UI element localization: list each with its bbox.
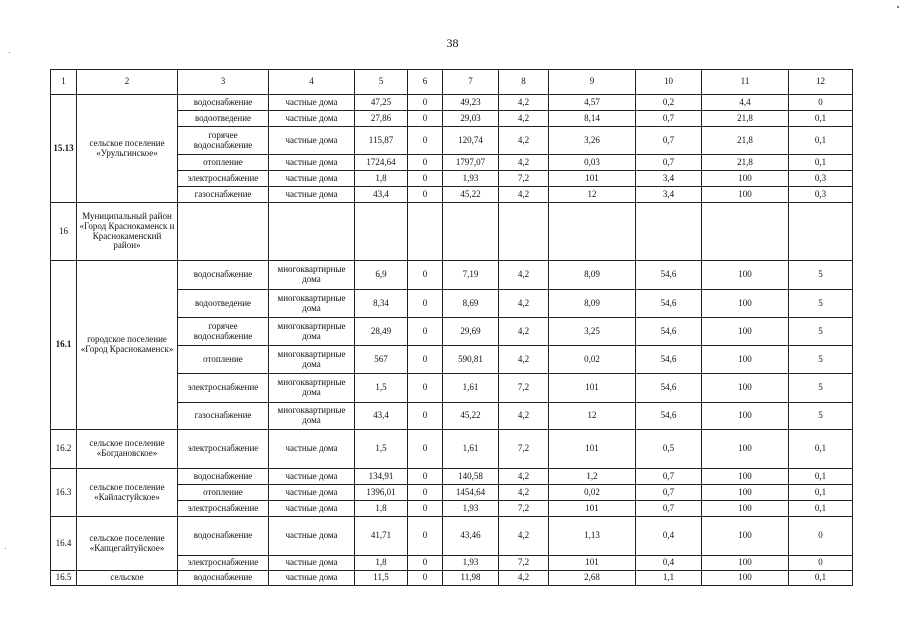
value-cell: 1,8 [355, 556, 408, 571]
value-cell: 28,49 [355, 318, 408, 346]
service-type-cell: водоснабжение [178, 517, 269, 556]
value-cell: 21,8 [702, 111, 789, 127]
value-cell: 100 [702, 571, 789, 586]
value-cell: 45,22 [443, 403, 499, 430]
settlement-name: сельское поселение «Капцегайтуйское» [77, 517, 178, 571]
housing-type-cell: частные дома [269, 485, 355, 501]
value-cell [355, 203, 408, 261]
row-number: 16.2 [51, 430, 77, 469]
value-cell: 0 [408, 556, 443, 571]
value-cell: 1396,01 [355, 485, 408, 501]
value-cell: 1,13 [549, 517, 636, 556]
settlement-name: сельское поселение «Богдановское» [77, 430, 178, 469]
table-row [51, 469, 853, 485]
value-cell: 101 [549, 171, 636, 187]
service-type-cell: газоснабжение [178, 187, 269, 203]
value-cell: 49,23 [443, 95, 499, 111]
value-cell: 0 [408, 430, 443, 469]
value-cell: 0,1 [789, 430, 853, 469]
value-cell: 43,4 [355, 403, 408, 430]
value-cell: 7,2 [499, 556, 549, 571]
value-cell: 7,2 [499, 501, 549, 517]
value-cell [789, 203, 853, 261]
service-type-cell: электроснабжение [178, 171, 269, 187]
column-header: 8 [499, 70, 549, 95]
column-header: 2 [77, 70, 178, 95]
value-cell: 0 [408, 290, 443, 318]
value-cell: 54,6 [636, 403, 702, 430]
service-type-cell: водоотведение [178, 290, 269, 318]
value-cell: 43,4 [355, 187, 408, 203]
service-type-cell: водоснабжение [178, 469, 269, 485]
value-cell: 100 [702, 318, 789, 346]
value-cell: 41,71 [355, 517, 408, 556]
value-cell: 54,6 [636, 346, 702, 374]
value-cell: 100 [702, 261, 789, 290]
value-cell: 100 [702, 187, 789, 203]
scan-speck [9, 52, 10, 53]
service-type-cell: отопление [178, 155, 269, 171]
housing-type-cell: многоквартирные дома [269, 403, 355, 430]
value-cell: 0 [408, 111, 443, 127]
value-cell: 100 [702, 346, 789, 374]
settlement-name: сельское [77, 571, 178, 586]
column-header: 6 [408, 70, 443, 95]
value-cell: 101 [549, 501, 636, 517]
value-cell: 47,25 [355, 95, 408, 111]
column-header: 5 [355, 70, 408, 95]
value-cell: 3,26 [549, 127, 636, 155]
value-cell: 0,7 [636, 501, 702, 517]
value-cell: 54,6 [636, 261, 702, 290]
housing-type-cell: частные дома [269, 111, 355, 127]
value-cell: 7,19 [443, 261, 499, 290]
value-cell: 1,61 [443, 374, 499, 403]
value-cell: 1,5 [355, 374, 408, 403]
table-row [51, 517, 853, 556]
value-cell: 0 [408, 346, 443, 374]
housing-type-cell: многоквартирные дома [269, 261, 355, 290]
value-cell: 21,8 [702, 127, 789, 155]
value-cell: 1,93 [443, 556, 499, 571]
value-cell: 54,6 [636, 290, 702, 318]
column-header: 1 [51, 70, 77, 95]
table-body [51, 70, 853, 586]
column-header: 7 [443, 70, 499, 95]
column-header: 4 [269, 70, 355, 95]
housing-type-cell [269, 203, 355, 261]
value-cell: 100 [702, 403, 789, 430]
service-type-cell: электроснабжение [178, 501, 269, 517]
value-cell: 3,4 [636, 187, 702, 203]
value-cell: 5 [789, 403, 853, 430]
value-cell: 0 [408, 155, 443, 171]
value-cell: 11,98 [443, 571, 499, 586]
column-header: 9 [549, 70, 636, 95]
housing-type-cell: частные дома [269, 501, 355, 517]
value-cell: 0,7 [636, 127, 702, 155]
value-cell [636, 203, 702, 261]
value-cell: 0 [408, 485, 443, 501]
housing-type-cell: частные дома [269, 155, 355, 171]
header-row [51, 70, 853, 95]
value-cell: 100 [702, 485, 789, 501]
value-cell: 5 [789, 261, 853, 290]
value-cell: 0 [408, 374, 443, 403]
value-cell: 0,1 [789, 111, 853, 127]
value-cell: 100 [702, 517, 789, 556]
value-cell: 0 [789, 517, 853, 556]
table-row [51, 261, 853, 290]
value-cell: 0,1 [789, 485, 853, 501]
value-cell [549, 203, 636, 261]
value-cell: 1,8 [355, 501, 408, 517]
value-cell: 0 [789, 556, 853, 571]
value-cell: 0,1 [789, 155, 853, 171]
value-cell: 0 [408, 318, 443, 346]
value-cell: 1,2 [549, 469, 636, 485]
settlement-name: сельское поселение «Урульгинское» [77, 95, 178, 203]
settlement-name: городское поселение «Город Краснокаменск» [77, 261, 178, 430]
row-number: 15.13 [51, 95, 77, 203]
value-cell: 100 [702, 556, 789, 571]
value-cell: 0 [408, 127, 443, 155]
value-cell: 0 [789, 95, 853, 111]
column-header: 3 [178, 70, 269, 95]
value-cell: 0 [408, 95, 443, 111]
value-cell: 1724,64 [355, 155, 408, 171]
value-cell: 5 [789, 374, 853, 403]
value-cell: 4,2 [499, 517, 549, 556]
row-number: 16.4 [51, 517, 77, 571]
value-cell: 0,3 [789, 171, 853, 187]
value-cell: 0,1 [789, 127, 853, 155]
value-cell: 11,5 [355, 571, 408, 586]
value-cell: 0,7 [636, 111, 702, 127]
row-number: 16.3 [51, 469, 77, 517]
value-cell: 4,2 [499, 318, 549, 346]
housing-type-cell: многоквартирные дома [269, 346, 355, 374]
value-cell: 8,34 [355, 290, 408, 318]
housing-type-cell: частные дома [269, 517, 355, 556]
value-cell: 0 [408, 403, 443, 430]
value-cell: 4,2 [499, 571, 549, 586]
value-cell: 0 [408, 571, 443, 586]
value-cell [408, 203, 443, 261]
value-cell: 100 [702, 290, 789, 318]
value-cell: 1454,64 [443, 485, 499, 501]
value-cell: 100 [702, 171, 789, 187]
value-cell: 4,57 [549, 95, 636, 111]
value-cell: 0 [408, 517, 443, 556]
service-type-cell: горячее водоснабжение [178, 318, 269, 346]
value-cell: 5 [789, 290, 853, 318]
value-cell: 3,25 [549, 318, 636, 346]
value-cell: 8,69 [443, 290, 499, 318]
data-table [50, 69, 853, 586]
value-cell: 0 [408, 261, 443, 290]
housing-type-cell: частные дома [269, 171, 355, 187]
scan-speck [897, 6, 899, 8]
value-cell: 1,61 [443, 430, 499, 469]
value-cell: 21,8 [702, 155, 789, 171]
value-cell: 6,9 [355, 261, 408, 290]
value-cell: 12 [549, 187, 636, 203]
value-cell: 2,68 [549, 571, 636, 586]
table-row [51, 203, 853, 261]
value-cell: 4,2 [499, 346, 549, 374]
service-type-cell: горячее водоснабжение [178, 127, 269, 155]
value-cell: 0,02 [549, 485, 636, 501]
value-cell: 8,09 [549, 290, 636, 318]
value-cell: 5 [789, 346, 853, 374]
value-cell: 43,46 [443, 517, 499, 556]
value-cell: 8,09 [549, 261, 636, 290]
column-header: 10 [636, 70, 702, 95]
value-cell: 0,7 [636, 469, 702, 485]
value-cell: 1797,07 [443, 155, 499, 171]
value-cell: 100 [702, 430, 789, 469]
housing-type-cell: частные дома [269, 187, 355, 203]
row-number: 16.5 [51, 571, 77, 586]
value-cell: 0 [408, 469, 443, 485]
value-cell: 101 [549, 374, 636, 403]
value-cell: 101 [549, 430, 636, 469]
value-cell: 0,4 [636, 517, 702, 556]
service-type-cell: водоотведение [178, 111, 269, 127]
value-cell: 134,91 [355, 469, 408, 485]
value-cell: 100 [702, 501, 789, 517]
value-cell: 54,6 [636, 374, 702, 403]
value-cell: 4,2 [499, 187, 549, 203]
value-cell: 4,2 [499, 485, 549, 501]
housing-type-cell: многоквартирные дома [269, 318, 355, 346]
scan-speck [5, 548, 6, 549]
value-cell: 1,8 [355, 171, 408, 187]
value-cell: 4,2 [499, 111, 549, 127]
value-cell: 1,5 [355, 430, 408, 469]
service-type-cell: водоснабжение [178, 95, 269, 111]
value-cell: 45,22 [443, 187, 499, 203]
table-row [51, 95, 853, 111]
value-cell: 4,2 [499, 155, 549, 171]
value-cell: 0,5 [636, 430, 702, 469]
value-cell: 0 [408, 501, 443, 517]
page-number: 38 [446, 36, 459, 50]
value-cell [443, 203, 499, 261]
value-cell: 4,4 [702, 95, 789, 111]
value-cell: 4,2 [499, 261, 549, 290]
value-cell: 0,1 [789, 469, 853, 485]
value-cell: 0,4 [636, 556, 702, 571]
value-cell [702, 203, 789, 261]
column-header: 12 [789, 70, 853, 95]
value-cell: 1,93 [443, 171, 499, 187]
value-cell [499, 203, 549, 261]
value-cell: 4,2 [499, 95, 549, 111]
service-type-cell: электроснабжение [178, 556, 269, 571]
value-cell: 7,2 [499, 430, 549, 469]
value-cell: 27,86 [355, 111, 408, 127]
housing-type-cell: многоквартирные дома [269, 374, 355, 403]
value-cell: 590,81 [443, 346, 499, 374]
value-cell: 4,2 [499, 403, 549, 430]
value-cell: 120,74 [443, 127, 499, 155]
value-cell: 7,2 [499, 374, 549, 403]
housing-type-cell: частные дома [269, 430, 355, 469]
value-cell: 0,1 [789, 501, 853, 517]
service-type-cell: отопление [178, 485, 269, 501]
housing-type-cell: частные дома [269, 469, 355, 485]
housing-type-cell: частные дома [269, 571, 355, 586]
value-cell: 0,7 [636, 155, 702, 171]
housing-type-cell: частные дома [269, 556, 355, 571]
value-cell: 0,2 [636, 95, 702, 111]
service-type-cell [178, 203, 269, 261]
value-cell: 3,4 [636, 171, 702, 187]
value-cell: 0,3 [789, 187, 853, 203]
service-type-cell: отопление [178, 346, 269, 374]
value-cell: 4,2 [499, 469, 549, 485]
value-cell: 54,6 [636, 318, 702, 346]
table-row [51, 571, 853, 586]
housing-type-cell: многоквартирные дома [269, 290, 355, 318]
housing-type-cell: частные дома [269, 127, 355, 155]
value-cell: 29,03 [443, 111, 499, 127]
value-cell: 8,14 [549, 111, 636, 127]
value-cell: 0,1 [789, 571, 853, 586]
service-type-cell: водоснабжение [178, 571, 269, 586]
value-cell: 0,7 [636, 485, 702, 501]
settlement-name: Муниципальный район «Город Краснокаменск и Краснокаменский район» [77, 203, 178, 261]
value-cell: 12 [549, 403, 636, 430]
value-cell: 0,03 [549, 155, 636, 171]
service-type-cell: электроснабжение [178, 430, 269, 469]
value-cell: 5 [789, 318, 853, 346]
value-cell: 4,2 [499, 127, 549, 155]
service-type-cell: газоснабжение [178, 403, 269, 430]
service-type-cell: водоснабжение [178, 261, 269, 290]
value-cell: 0,02 [549, 346, 636, 374]
value-cell: 0 [408, 171, 443, 187]
value-cell: 101 [549, 556, 636, 571]
value-cell: 0 [408, 187, 443, 203]
table-row [51, 430, 853, 469]
value-cell: 100 [702, 374, 789, 403]
value-cell: 115,87 [355, 127, 408, 155]
value-cell: 140,58 [443, 469, 499, 485]
value-cell: 567 [355, 346, 408, 374]
housing-type-cell: частные дома [269, 95, 355, 111]
row-number: 16 [51, 203, 77, 261]
value-cell: 100 [702, 469, 789, 485]
value-cell: 29,69 [443, 318, 499, 346]
value-cell: 7,2 [499, 171, 549, 187]
value-cell: 1,93 [443, 501, 499, 517]
column-header: 11 [702, 70, 789, 95]
value-cell: 4,2 [499, 290, 549, 318]
row-number: 16.1 [51, 261, 77, 430]
service-type-cell: электроснабжение [178, 374, 269, 403]
value-cell: 1,1 [636, 571, 702, 586]
settlement-name: сельское поселение «Кайластуйское» [77, 469, 178, 517]
